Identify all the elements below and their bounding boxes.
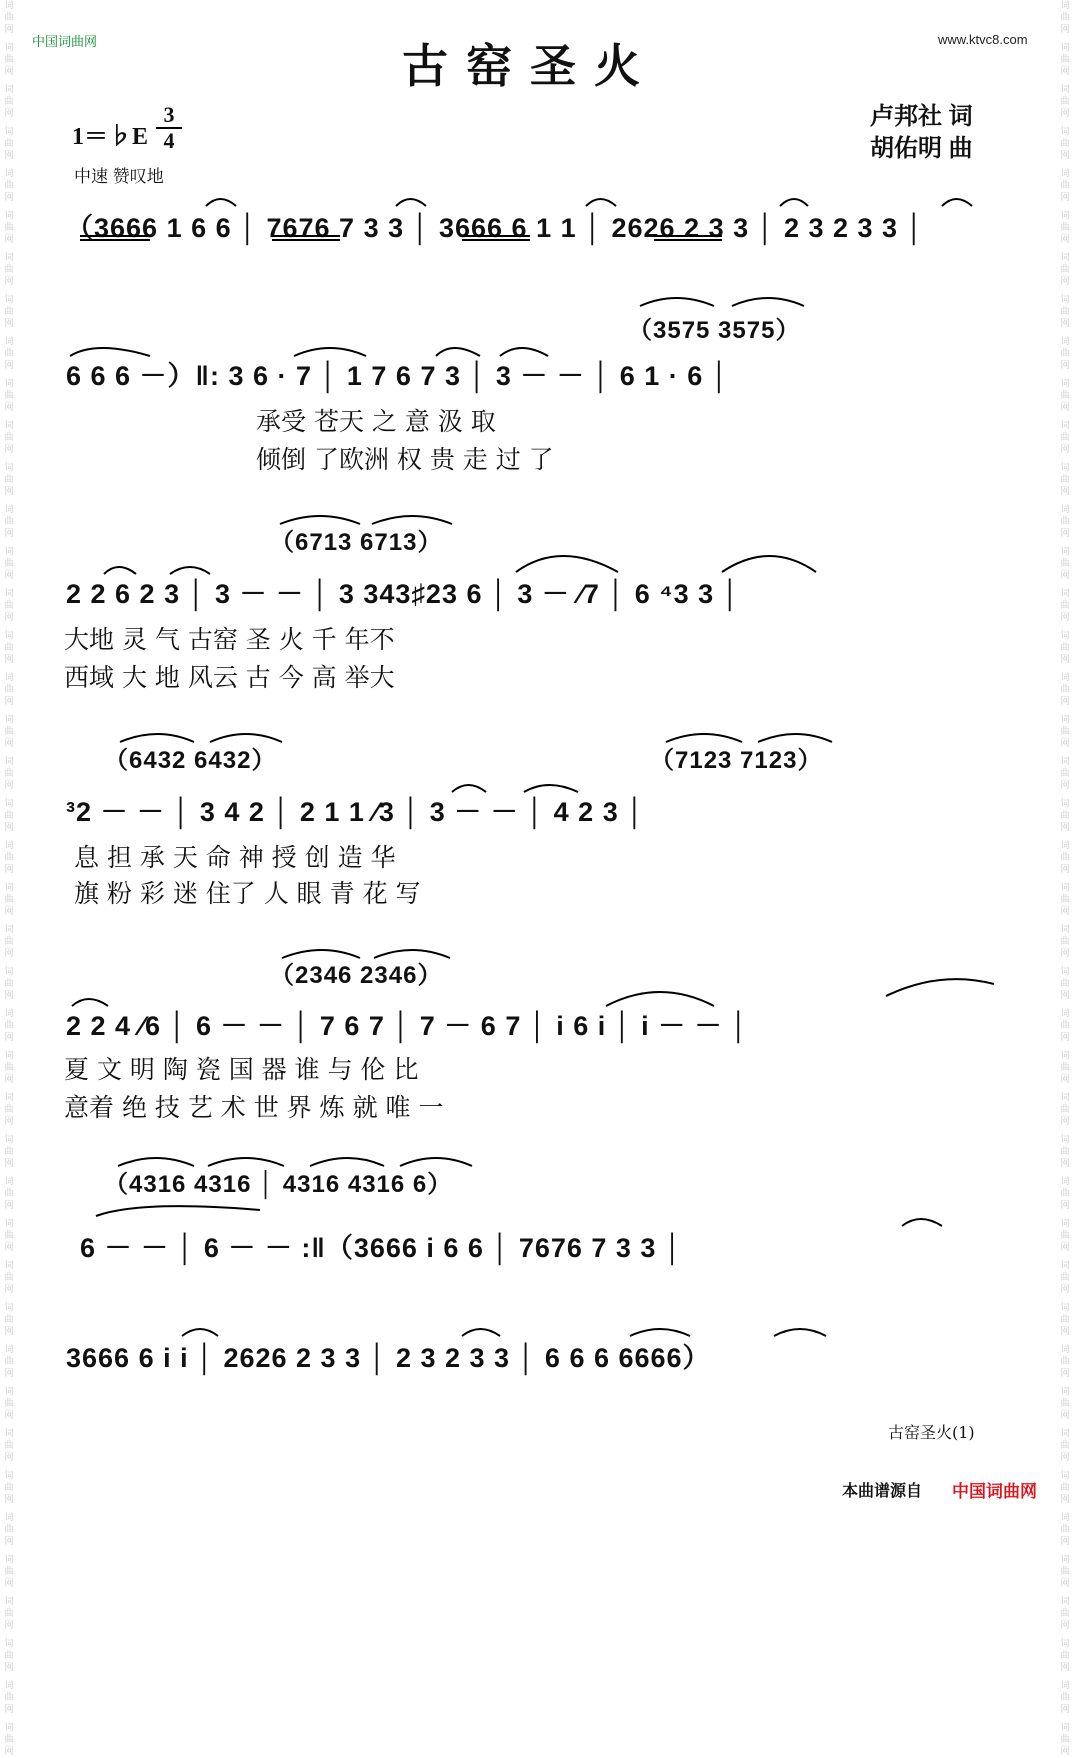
interlude-line-4-b: （7123 7123） <box>650 747 823 774</box>
key-signature: 1＝♭E <box>72 124 149 150</box>
interlude-line-3: （6713 6713） <box>270 529 443 556</box>
lyrics-line-2-verse-1: 承受 苍天 之 意 汲 取 <box>256 407 496 436</box>
lyrics-line-5-verse-1: 夏 文 明 陶 瓷 国 器 谁 与 伦 比 <box>64 1055 419 1084</box>
composer-credit: 胡佑明 曲 <box>870 135 973 162</box>
source-label: 本曲谱源自 <box>842 1483 923 1500</box>
notation-line-3: 2 2 6 2 3 │ 3 － － │ 3 343♯23 6 │ 3 － ⁄7 │ 6 ⁴3 3 │ <box>66 579 741 609</box>
interlude-line-4-a: （6432 6432） <box>104 747 277 774</box>
lyrics-line-4-verse-2: 旗 粉 彩 迷 住了 人 眼 青 花 写 <box>74 879 421 908</box>
page-caption: 古窑圣火(1) <box>888 1423 975 1442</box>
interlude-line-2: （3575 3575） <box>628 317 801 344</box>
left-watermark-strip: 词 曲 网 词 曲 网 词 曲 网 词 曲 网 词 曲 网 词 曲 网 词 曲 网 词 曲 网 词 曲 网 词 曲 网 词 曲 网 词 曲 网 词 曲 网 词 曲 网 词 曲 网 词 曲 网 词 曲 网 词 曲 网 词 曲 网 词 曲 网 词 曲 网 词 曲 网 词 曲 网 词 曲 网 词 曲 网 词 曲 网 词 曲 网 词 曲 网 词 曲 网 词 曲 网 词 曲 网 词 曲 网 词 曲 网 词 曲 网 词 曲 网 词 曲 网 词 曲 网 词 曲 网 词 曲 网 词 曲 网 词 曲 网 词 曲 网 <box>4 1 14 1757</box>
interlude-line-5: （2346 2346） <box>270 962 443 989</box>
time-signature-top: 3 <box>163 102 175 127</box>
right-watermark-strip: 词 曲 网 词 曲 网 词 曲 网 词 曲 网 词 曲 网 词 曲 网 词 曲 网 词 曲 网 词 曲 网 词 曲 网 词 曲 网 词 曲 网 词 曲 网 词 曲 网 词 曲 网 词 曲 网 词 曲 网 词 曲 网 词 曲 网 词 曲 网 词 曲 网 词 曲 网 词 曲 网 词 曲 网 词 曲 网 词 曲 网 词 曲 网 词 曲 网 词 曲 网 词 曲 网 词 曲 网 词 曲 网 词 曲 网 词 曲 网 词 曲 网 词 曲 网 词 曲 网 词 曲 网 词 曲 网 词 曲 网 词 曲 网 词 曲 网 <box>1060 1 1070 1757</box>
lyrics-line-3-verse-2: 西域 大 地 风云 古 今 高 举大 <box>64 663 395 692</box>
site-url[interactable]: www.ktvc8.com <box>938 32 1028 47</box>
interlude-line-6: （4316 4316 │ 4316 4316 6） <box>104 1171 453 1198</box>
notation-line-2: 6 6 6 －）‖: 3 6 · 7 │ 1 7 6 7 3 │ 3 － － │ 6 1 · 6 │ <box>66 361 730 391</box>
notation-line-5: 2 2 4 ⁄6 │ 6 － － │ 7 6 7 │ 7 － 6 7 │ i 6 i │ i － － │ <box>66 1011 749 1041</box>
lyrics-line-4-verse-1: 息 担 承 天 命 神 授 创 造 华 <box>74 843 396 872</box>
lyrics-line-2-verse-2: 倾倒 了欧洲 权 贵 走 过 了 <box>256 445 554 474</box>
lyrics-line-5-verse-2: 意着 绝 技 艺 术 世 界 炼 就 唯 一 <box>64 1093 444 1122</box>
page-title: 古窑圣火 <box>402 39 658 93</box>
time-signature-bottom: 4 <box>163 128 175 153</box>
tempo-marking: 中速 赞叹地 <box>74 167 164 186</box>
lyrics-line-3-verse-1: 大地 灵 气 古窑 圣 火 千 年不 <box>64 625 395 654</box>
notation-line-1: （3666 1 6 6 │ 7676 7 3 3 │ 3666 6 1 1 │ 2626 2 3 3 │ 2 3 2 3 3 │ <box>66 213 925 243</box>
source-site-link[interactable]: 中国词曲网 <box>952 1482 1037 1501</box>
notation-line-7: 3666 6 i i │ 2626 2 3 3 │ 2 3 2 3 3 │ 6 6 6 6666） <box>66 1343 711 1373</box>
notation-line-4: ³2 － － │ 3 4 2 │ 2 1 1 ⁄3 │ 3 － － │ 4 2 3 │ <box>66 797 646 827</box>
site-logo-left[interactable]: 中国词曲网 <box>32 34 98 49</box>
notation-line-6: 6 － － │ 6 － － :‖（3666 i 6 6 │ 7676 7 3 3 │ <box>80 1233 683 1263</box>
lyricist-credit: 卢邦社 词 <box>870 103 973 130</box>
